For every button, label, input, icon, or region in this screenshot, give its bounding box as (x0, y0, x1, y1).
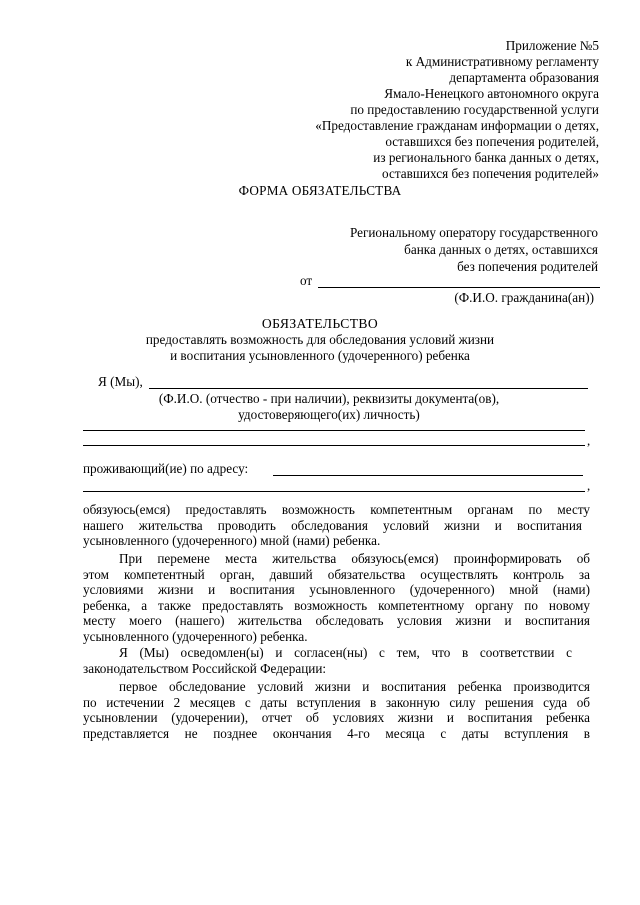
text-line: ребенка, а также предоставлять возможность компетентному органу по новому (83, 597, 590, 613)
appendix-line: к Административному регламенту (405, 54, 599, 69)
appendix-header (239, 38, 599, 182)
obligation-title: ОБЯЗАТЕЛЬСТВО (261, 316, 379, 331)
appendix-line: департамента образования (449, 70, 599, 85)
blank-fill-line[interactable] (83, 491, 585, 492)
text-line: усыновлении (удочерении), отчет об условиях жизни и воспитания ребенка (83, 710, 590, 726)
form-title: ФОРМА ОБЯЗАТЕЛЬСТВА (238, 183, 402, 198)
paragraph-obligation (83, 502, 590, 549)
blank-fill-line[interactable] (83, 445, 585, 446)
text-line: первое обследование условий жизни и воспитания ребенка производится (119, 679, 590, 694)
obligation-subtitle: предоставлять возможность для обследования условий жизни (145, 332, 495, 347)
obligation-heading (0, 316, 640, 364)
appendix-line: «Предоставление гражданам информации о детях, (315, 118, 599, 133)
we-field-row (98, 374, 588, 391)
text-line: нашего жительства проводить обследования условий жизни и воспитания (83, 517, 582, 533)
text-line: усыновленного (удочеренного) мной (нами) ребенка. (83, 533, 381, 549)
we-caption-line: (Ф.И.О. (отчество - при наличии), реквизиты документа(ов), (158, 391, 500, 406)
appendix-line: из регионального банка данных о детях, (373, 150, 599, 165)
line-comma: , (587, 433, 591, 448)
we-label: Я (Мы), (98, 374, 143, 389)
recipient-line: без попечения родителей (457, 259, 598, 274)
paragraph-acknowledgement (83, 645, 590, 676)
appendix-line: оставшихся без попечения родителей» (382, 166, 599, 181)
recipient-line: Региональному оператору государственного (349, 225, 598, 240)
text-line: обязуюсь(емся) предоставлять возможность компетентным органам по месту (83, 502, 590, 517)
address-field-row (83, 461, 583, 478)
address-fill-line[interactable] (273, 475, 583, 476)
we-fill-line[interactable] (149, 388, 588, 389)
address-label: проживающий(ие) по адресу: (83, 461, 249, 476)
text-line: Я (Мы) осведомлен(ы) и согласен(ны) с тем, что в соответствии с (119, 645, 572, 660)
text-line: условиями жизни и воспитания усыновленного (удочеренного) мной (нами) (83, 582, 590, 598)
text-line: усыновленного (удочеренного) ребенка. (83, 628, 308, 644)
text-line: При перемене места жительства обязуюсь(емся) проинформировать об (119, 551, 590, 566)
we-caption (0, 391, 640, 423)
text-line: представляется не позднее окончания 4-го месяца с даты вступления в (83, 725, 590, 741)
appendix-line: оставшихся без попечения родителей, (385, 134, 599, 149)
we-caption-line: удостоверяющего(их) личность) (238, 407, 420, 422)
from-fill-line[interactable] (318, 287, 600, 288)
from-caption: (Ф.И.О. гражданина(ан)) (454, 290, 594, 305)
appendix-line: Ямало-Ненецкого автономного округа (384, 86, 599, 101)
obligation-subtitle: и воспитания усыновленного (удочеренного) ребенка (170, 348, 470, 363)
text-line: по истечении 2 месяцев с даты вступления в законную силу решения суда об (83, 694, 590, 710)
blank-fill-line[interactable] (83, 430, 585, 431)
appendix-line: по предоставлению государственной услуги (350, 102, 599, 117)
from-field-row (300, 273, 600, 290)
paragraph-first-inspection (83, 679, 590, 741)
text-line: этом компетентный орган, давший обязательства осуществлять контроль за (83, 566, 590, 582)
recipient-line: банка данных о детях, оставшихся (404, 242, 598, 257)
text-line: законодательством Российской Федерации: (83, 660, 327, 676)
line-comma: , (587, 478, 591, 493)
paragraph-relocation (83, 551, 590, 645)
appendix-line: Приложение №5 (505, 38, 599, 53)
recipient-block (268, 224, 598, 275)
from-label: от (300, 273, 313, 288)
text-line: месту моего (нашего) жительства обследовать условия жизни и воспитания (83, 613, 590, 629)
